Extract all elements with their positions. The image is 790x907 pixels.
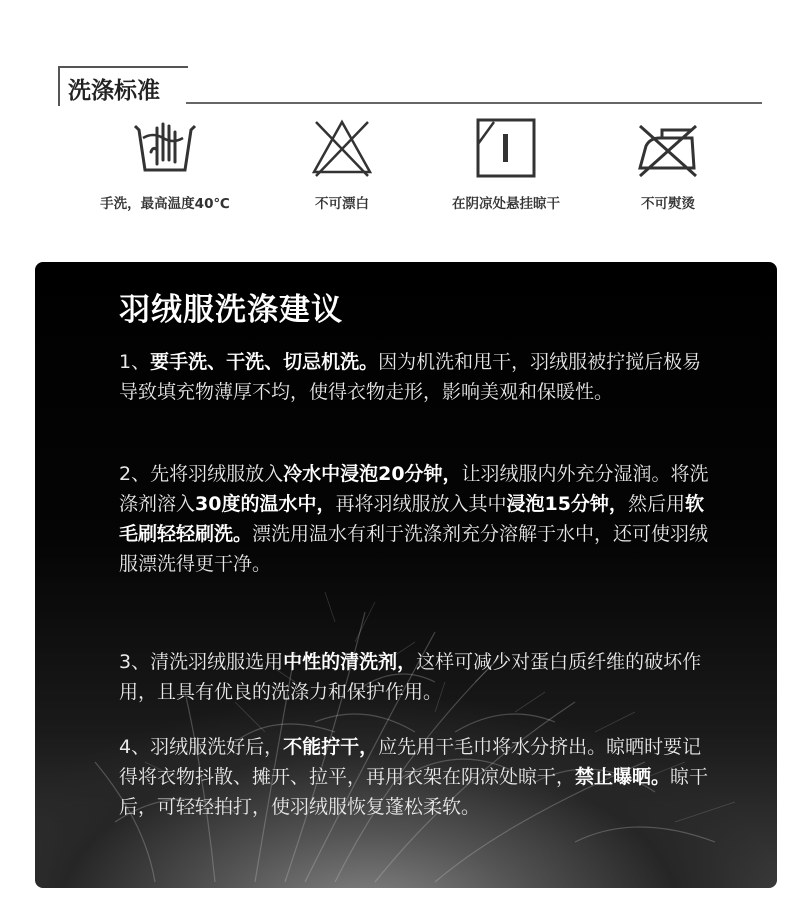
care-item-no-iron	[583, 116, 753, 212]
para-highlight: 浸泡15分钟，	[506, 493, 628, 515]
para-highlight: 要手洗、干洗、切忌机洗。	[150, 351, 379, 373]
care-item-no-bleach	[257, 116, 427, 212]
advice-paragraph-2	[119, 459, 719, 579]
para-highlight: 冷水中浸泡20分钟，	[283, 463, 462, 485]
para-highlight: 软毛刷轻轻刷洗。	[119, 493, 704, 545]
para-highlight: 30度的温水中，	[195, 493, 336, 515]
no-bleach-icon	[306, 116, 378, 178]
para-text: 这样可减少对蛋白质纤维的破坏作用，且具有优良的洗涤力和保护作用。	[119, 651, 702, 703]
washing-advice-panel	[35, 262, 777, 888]
advice-paragraph-4	[119, 732, 719, 822]
para-text: 再将羽绒服放入其中	[335, 493, 507, 515]
para-highlight: 禁止曝晒。	[575, 766, 671, 788]
para-text: 3、清洗羽绒服选用	[119, 651, 284, 673]
para-highlight: 不能拧干，	[283, 736, 379, 758]
care-label: 手洗，最高温度40℃	[100, 196, 230, 212]
care-divider	[186, 102, 762, 104]
para-text: 然后用	[627, 493, 685, 515]
hand-wash-icon	[129, 116, 201, 178]
advice-paragraph-3	[119, 647, 719, 707]
care-label: 不可漂白	[315, 196, 369, 212]
para-text: 2、先将羽绒服放入	[119, 463, 284, 485]
care-item-dry-shade	[421, 116, 591, 212]
para-text: 1、	[119, 351, 151, 373]
para-text: 4、羽绒服洗好后，	[119, 736, 284, 758]
para-highlight: 中性的清洗剂，	[283, 651, 417, 673]
para-text: 让羽绒服内外充分湿润。将洗涤剂溶入	[119, 463, 709, 515]
para-text: 晾干后，可轻轻拍打，使羽绒服恢复蓬松柔软。	[119, 766, 709, 818]
care-label: 不可熨烫	[641, 196, 695, 212]
advice-paragraph-1	[119, 347, 719, 407]
para-text: 漂洗用温水有利于洗涤剂充分溶解于水中，还可使羽绒服漂洗得更干净。	[119, 523, 709, 575]
care-item-hand-wash	[80, 116, 250, 212]
care-label: 在阴凉处悬挂晾干	[452, 196, 560, 212]
dry-in-shade-icon	[470, 116, 542, 178]
panel-title: 羽绒服洗涤建议	[119, 292, 343, 328]
care-title: 洗涤标准	[68, 78, 160, 104]
no-iron-icon	[632, 116, 704, 178]
para-text: 应先用干毛巾将水分挤出。晾晒时要记得将衣物抖散、摊开、拉平，再用衣架在阴凉处晾干，	[119, 736, 702, 788]
para-text: 因为机洗和甩干，羽绒服被拧搅后极易导致填充物薄厚不均，使得衣物走形，影响美观和保暖性。	[119, 351, 702, 403]
